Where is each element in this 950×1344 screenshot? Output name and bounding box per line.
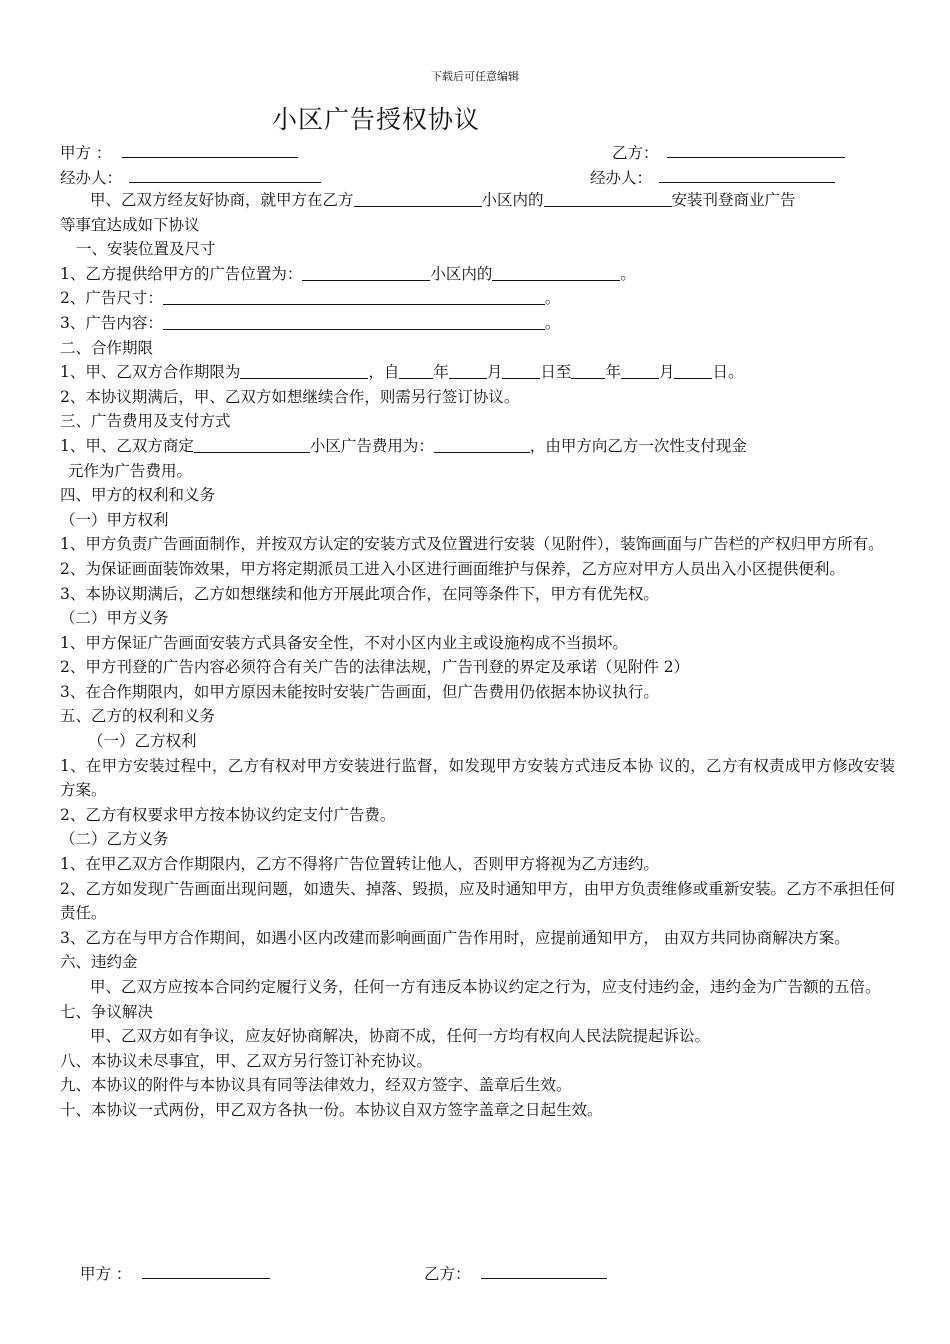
agreement-body xyxy=(60,188,895,1123)
section-3-item-1-cont: 元作为广告费用。 xyxy=(68,461,193,480)
s1-l1-text-c: 。 xyxy=(620,264,636,283)
agent-a-label: 经办人： xyxy=(60,169,123,187)
page-header: 下载后可任意编辑 xyxy=(431,70,519,83)
section-3-heading: 三、广告费用及支付方式 xyxy=(60,412,231,431)
s1-l2-end: 。 xyxy=(544,289,561,308)
section-4-duty-3: 3、在合作期限内，如甲方原因未能按时安装广告画面，但广告费用仍依据本协议执行。 xyxy=(60,682,659,701)
start-year-label: 年 xyxy=(433,363,449,382)
start-day-label: 日至 xyxy=(540,363,572,382)
intro-line-2: 等事宜达成如下协议 xyxy=(60,215,200,234)
start-day-blank[interactable] xyxy=(502,362,540,379)
end-year-blank[interactable] xyxy=(571,362,605,379)
section-10: 十、本协议一式两份，甲乙双方各执一份。本协议自双方签字盖章之日起生效。 xyxy=(60,1100,603,1119)
intro-text-2: 小区内的 xyxy=(481,191,544,209)
section-8: 八、本协议未尽事宜，甲、乙双方另行签订补充协议。 xyxy=(60,1051,433,1070)
signature-party-b xyxy=(424,1262,607,1284)
signature-party-a-blank[interactable] xyxy=(142,1263,270,1279)
agent-b-line xyxy=(590,166,835,188)
s1-l1-blank-1[interactable] xyxy=(302,264,430,281)
term-blank[interactable] xyxy=(240,362,368,379)
section-1-heading: 一、安装位置及尺寸 xyxy=(76,240,216,259)
s2-l1-from: ，自 xyxy=(368,363,400,382)
start-month-label: 月 xyxy=(486,363,503,382)
section-2-item-2: 2、本协议期满后，甲、乙双方如想继续合作，则需另行签订协议。 xyxy=(60,387,520,406)
section-9: 九、本协议的附件与本协议具有同等法律效力，经双方签字、盖章后生效。 xyxy=(60,1076,572,1095)
section-3-item-1 xyxy=(60,434,895,459)
s1-l2-text: 2、广告尺寸： xyxy=(60,289,163,308)
end-month-label: 月 xyxy=(658,363,675,382)
section-2-item-1 xyxy=(60,360,895,385)
signature-party-b-label: 乙方： xyxy=(424,1265,471,1283)
s3-l1-text-b: 小区广告费用为： xyxy=(309,436,434,455)
section-1-item-2 xyxy=(60,286,895,311)
section-1-item-1 xyxy=(60,262,895,287)
section-2-heading: 二、合作期限 xyxy=(60,338,154,357)
start-month-blank[interactable] xyxy=(449,362,487,379)
s1-l3-end: 。 xyxy=(544,313,561,332)
ad-content-blank[interactable] xyxy=(163,313,545,330)
agent-a-blank[interactable] xyxy=(129,167,321,183)
intro-text-3: 安装刊登商业广告 xyxy=(671,191,796,209)
end-year-label: 年 xyxy=(605,363,621,382)
s1-l1-text-b: 小区内的 xyxy=(430,264,493,283)
signature-party-a-label: 甲方 ： xyxy=(80,1265,132,1283)
intro-blank-2[interactable] xyxy=(544,190,672,207)
party-a-line xyxy=(60,141,298,163)
s1-l1-text-a: 1、乙方提供给甲方的广告位置为： xyxy=(60,264,303,283)
intro-text-1: 甲、乙双方经友好协商，就甲方在乙方 xyxy=(90,191,354,209)
signature-party-b-blank[interactable] xyxy=(481,1263,607,1279)
section-6-text: 甲、乙双方应按本合同约定履行义务，任何一方有违反本协议约定之行为，应支付违约金，违约金为广告额的五倍。 xyxy=(90,978,881,996)
s2-l1-text: 1、甲、乙双方合作期限为 xyxy=(60,363,241,382)
section-5-right-2: 2、乙方有权要求甲方按本协议约定支付广告费。 xyxy=(60,805,396,824)
party-b-label: 乙方： xyxy=(612,144,659,162)
section-4-heading: 四、甲方的权利和义务 xyxy=(60,486,216,505)
party-a-blank[interactable] xyxy=(122,142,298,158)
s1-l3-text: 3、广告内容： xyxy=(60,313,163,332)
section-7-heading: 七、争议解决 xyxy=(60,1002,154,1021)
section-4-right-2: 2、为保证画面装饰效果，甲方将定期派员工进入小区进行画面维护与保养，乙方应对甲方人员出入小区提供便利。 xyxy=(60,559,845,578)
agent-b-label: 经办人： xyxy=(590,169,653,187)
intro-line xyxy=(60,188,895,213)
s3-l1-text-c: ，由甲方向乙方一次性支付现金 xyxy=(529,436,747,455)
section-5-right-1: 1、在甲方安装过程中，乙方有权对甲方安装进行监督，如发现甲方安装方式违反本协 议的，乙方有权责成甲方修改安装方案。 xyxy=(60,756,895,800)
community-blank[interactable] xyxy=(194,436,310,453)
section-4-sub-2: （二）甲方义务 xyxy=(60,609,169,628)
fee-blank[interactable] xyxy=(434,436,530,453)
agent-b-blank[interactable] xyxy=(659,167,835,183)
party-b-blank[interactable] xyxy=(667,142,845,158)
section-1-item-3 xyxy=(60,311,895,336)
party-b-line xyxy=(612,141,845,163)
end-month-blank[interactable] xyxy=(621,362,659,379)
section-5-heading: 五、乙方的权利和义务 xyxy=(60,707,216,726)
party-a-label: 甲方 ： xyxy=(60,144,112,162)
section-5-duty-3: 3、乙方在与甲方合作期间，如遇小区内改建而影响画面广告作用时，应提前通知甲方， 由双方共同协商解决方案。 xyxy=(60,928,850,947)
agent-a-line xyxy=(60,166,321,188)
section-4-sub-1: （一）甲方权利 xyxy=(60,510,169,529)
end-day-blank[interactable] xyxy=(674,362,712,379)
intro-blank-1[interactable] xyxy=(354,190,482,207)
ad-size-blank[interactable] xyxy=(163,288,545,305)
s1-l1-blank-2[interactable] xyxy=(492,264,620,281)
section-5-duty-1: 1、在甲乙双方合作期限内，乙方不得将广告位置转让他人，否则甲方将视为乙方违约。 xyxy=(60,855,659,874)
end-day-label: 日。 xyxy=(712,363,744,382)
section-5-sub-2: （二）乙方义务 xyxy=(60,830,169,849)
document-title: 小区广告授权协议 xyxy=(272,105,481,134)
section-5-duty-2: 2、乙方如发现广告画面出现问题，如遗失、掉落、毁损，应及时通知甲方，由甲方负责维修或重新安装。乙方不承担任何责任。 xyxy=(60,879,895,923)
section-5-sub-1: （一）乙方权利 xyxy=(88,732,197,751)
start-year-blank[interactable] xyxy=(399,362,433,379)
section-4-duty-1: 1、甲方保证广告画面安装方式具备安全性，不对小区内业主或设施构成不当损坏。 xyxy=(60,633,628,652)
s3-l1-text-a: 1、甲、乙双方商定 xyxy=(60,436,194,455)
signature-party-a xyxy=(80,1262,270,1284)
section-4-right-3: 3、本协议期满后，乙方如想继续和他方开展此项合作，在同等条件下，甲方有优先权。 xyxy=(60,584,659,603)
section-7-text: 甲、乙双方如有争议，应友好协商解决，协商不成，任何一方均有权向人民法院提起诉讼。 xyxy=(90,1027,711,1046)
section-4-duty-2: 2、甲方刊登的广告内容必须符合有关广告的法律法规，广告刊登的界定及承诺（见附件 2） xyxy=(60,658,690,677)
section-6-heading: 六、违约金 xyxy=(60,953,138,972)
section-4-right-1: 1、甲方负责广告画面制作，并按双方认定的安装方式及位置进行安装（见附件），装饰画面与广告栏的产权归甲方所有。 xyxy=(60,535,884,554)
